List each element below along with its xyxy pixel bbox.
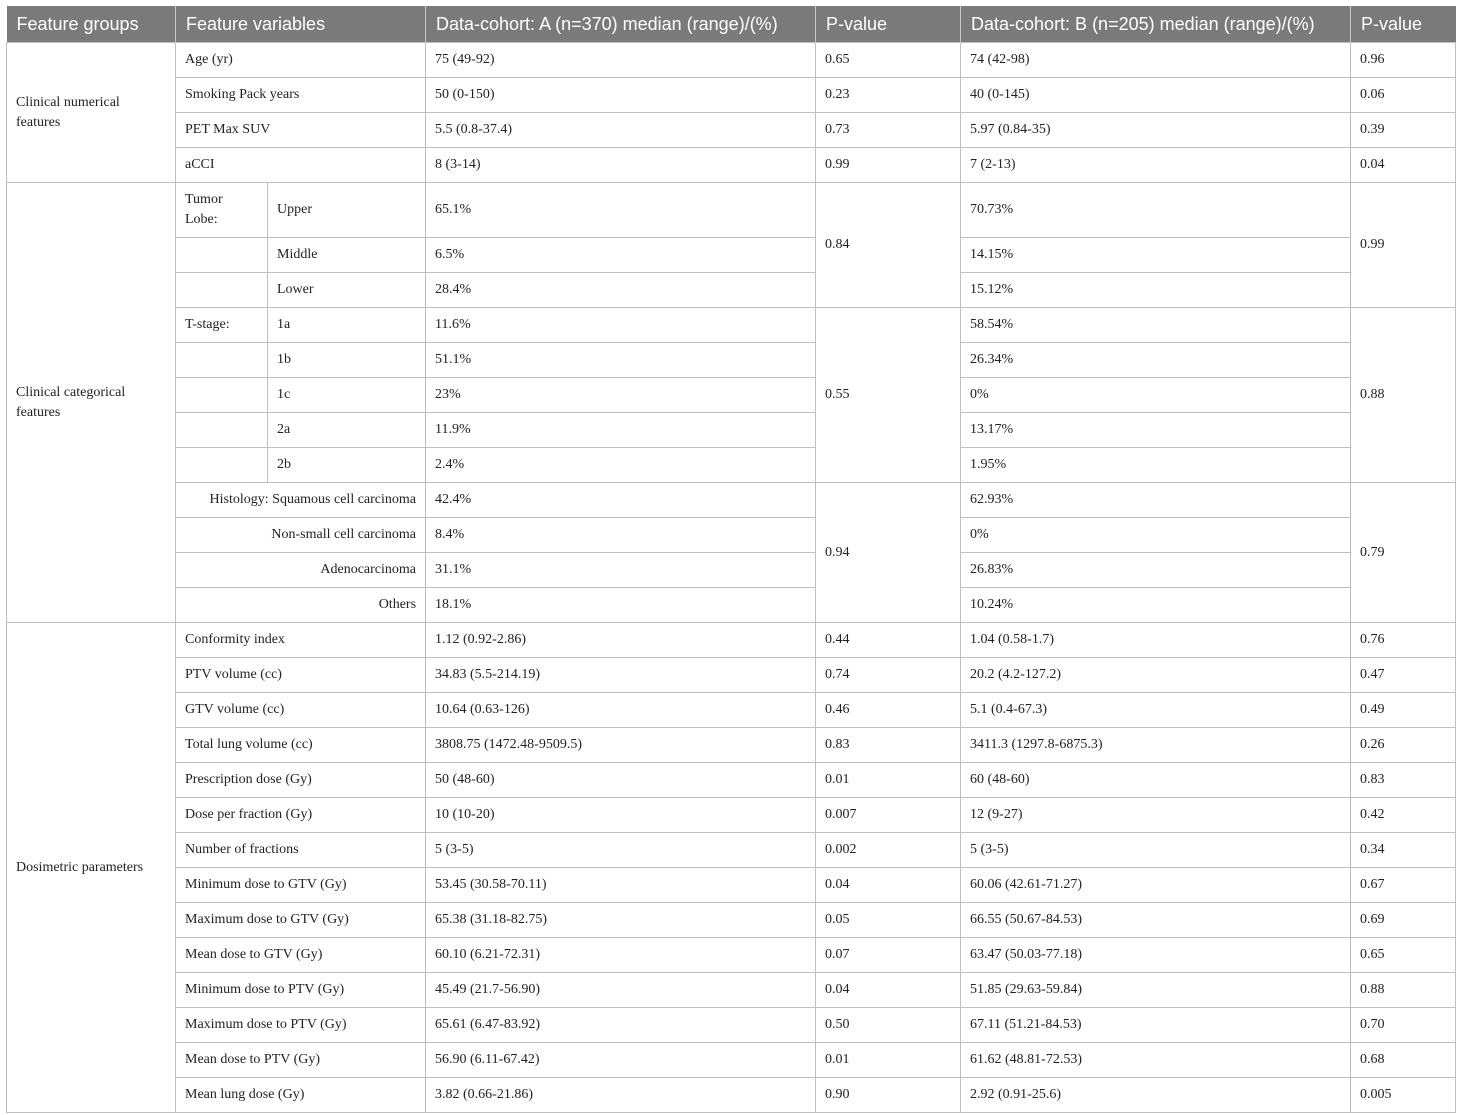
cohort-a-value: 53.45 (30.58-70.11) xyxy=(426,868,816,903)
cohort-a-value: 65.61 (6.47-83.92) xyxy=(426,1008,816,1043)
cohort-a-value: 56.90 (6.11-67.42) xyxy=(426,1043,816,1078)
p-value-a: 0.04 xyxy=(816,973,961,1008)
p-value-b: 0.68 xyxy=(1351,1043,1456,1078)
cohort-a-value: 3.82 (0.66-21.86) xyxy=(426,1078,816,1113)
sub-category: 2a xyxy=(268,413,426,448)
variable-name: PET Max SUV xyxy=(176,113,426,148)
variable-name: Mean dose to GTV (Gy) xyxy=(176,938,426,973)
histology-name: Others xyxy=(176,588,426,623)
variable-name: aCCI xyxy=(176,148,426,183)
group-label: Clinical numerical features xyxy=(7,43,176,183)
cohort-a-value: 31.1% xyxy=(426,553,816,588)
cohort-b-value: 5 (3-5) xyxy=(961,833,1351,868)
cohort-a-value: 8.4% xyxy=(426,518,816,553)
histology-name: Histology: Squamous cell carcinoma xyxy=(176,483,426,518)
cohort-a-value: 51.1% xyxy=(426,343,816,378)
table-row xyxy=(7,1008,1456,1043)
cohort-b-value: 10.24% xyxy=(961,588,1351,623)
cohort-b-value: 58.54% xyxy=(961,308,1351,343)
table-row xyxy=(7,903,1456,938)
p-value-b: 0.69 xyxy=(1351,903,1456,938)
p-value-b: 0.76 xyxy=(1351,623,1456,658)
p-value-a: 0.44 xyxy=(816,623,961,658)
cohort-b-value: 62.93% xyxy=(961,483,1351,518)
header-p-value-b: P-value xyxy=(1351,6,1456,43)
t-stage-label: T-stage: xyxy=(176,308,268,343)
cohort-b-value: 40 (0-145) xyxy=(961,78,1351,113)
sub-category: 2b xyxy=(268,448,426,483)
cohort-b-value: 15.12% xyxy=(961,273,1351,308)
table-row xyxy=(7,973,1456,1008)
variable-name: Minimum dose to PTV (Gy) xyxy=(176,973,426,1008)
variable-name: Mean lung dose (Gy) xyxy=(176,1078,426,1113)
cohort-b-value: 74 (42-98) xyxy=(961,43,1351,78)
variable-name: Total lung volume (cc) xyxy=(176,728,426,763)
cohort-a-value: 45.49 (21.7-56.90) xyxy=(426,973,816,1008)
cohort-a-value: 10 (10-20) xyxy=(426,798,816,833)
variable-name: Minimum dose to GTV (Gy) xyxy=(176,868,426,903)
p-value-a: 0.74 xyxy=(816,658,961,693)
cohort-b-value: 13.17% xyxy=(961,413,1351,448)
p-value-a: 0.01 xyxy=(816,763,961,798)
p-value-a: 0.65 xyxy=(816,43,961,78)
sub-category: Lower xyxy=(268,273,426,308)
p-value-b: 0.005 xyxy=(1351,1078,1456,1113)
table-row xyxy=(7,183,1456,238)
sub-category: 1b xyxy=(268,343,426,378)
cohort-b-value: 26.34% xyxy=(961,343,1351,378)
cohort-a-value: 10.64 (0.63-126) xyxy=(426,693,816,728)
cohort-b-value: 5.1 (0.4-67.3) xyxy=(961,693,1351,728)
p-value-b: 0.88 xyxy=(1351,308,1456,483)
p-value-a: 0.83 xyxy=(816,728,961,763)
variable-name: Smoking Pack years xyxy=(176,78,426,113)
table-row xyxy=(7,148,1456,183)
cohort-b-value: 3411.3 (1297.8-6875.3) xyxy=(961,728,1351,763)
cohort-a-value: 65.38 (31.18-82.75) xyxy=(426,903,816,938)
header-p-value-a: P-value xyxy=(816,6,961,43)
empty-cell xyxy=(176,448,268,483)
variable-name: Maximum dose to GTV (Gy) xyxy=(176,903,426,938)
empty-cell xyxy=(176,413,268,448)
cohort-a-value: 34.83 (5.5-214.19) xyxy=(426,658,816,693)
cohort-b-value: 26.83% xyxy=(961,553,1351,588)
empty-cell xyxy=(176,238,268,273)
cohort-b-value: 20.2 (4.2-127.2) xyxy=(961,658,1351,693)
p-value-a: 0.90 xyxy=(816,1078,961,1113)
empty-cell xyxy=(176,378,268,413)
p-value-a: 0.23 xyxy=(816,78,961,113)
cohort-a-value: 23% xyxy=(426,378,816,413)
empty-cell xyxy=(176,343,268,378)
p-value-a: 0.84 xyxy=(816,183,961,308)
table-row xyxy=(7,798,1456,833)
group-label: Dosimetric parameters xyxy=(7,623,176,1113)
table-row xyxy=(7,658,1456,693)
p-value-b: 0.42 xyxy=(1351,798,1456,833)
table-header-row xyxy=(7,6,1456,43)
cohort-b-value: 51.85 (29.63-59.84) xyxy=(961,973,1351,1008)
sub-category: 1c xyxy=(268,378,426,413)
cohort-a-value: 2.4% xyxy=(426,448,816,483)
variable-name: Mean dose to PTV (Gy) xyxy=(176,1043,426,1078)
cohort-b-value: 0% xyxy=(961,518,1351,553)
cohort-b-value: 67.11 (51.21-84.53) xyxy=(961,1008,1351,1043)
table-row xyxy=(7,273,1456,308)
cohort-a-value: 28.4% xyxy=(426,273,816,308)
table-row xyxy=(7,113,1456,148)
cohort-b-value: 14.15% xyxy=(961,238,1351,273)
variable-name: Age (yr) xyxy=(176,43,426,78)
cohort-a-value: 6.5% xyxy=(426,238,816,273)
sub-category: Middle xyxy=(268,238,426,273)
header-feature-variables: Feature variables xyxy=(176,6,426,43)
table-row xyxy=(7,833,1456,868)
table-row xyxy=(7,623,1456,658)
table-row xyxy=(7,588,1456,623)
header-cohort-b: Data-cohort: B (n=205) median (range)/(%) xyxy=(961,6,1351,43)
tumor-lobe-label: Tumor Lobe: xyxy=(176,183,268,238)
p-value-a: 0.07 xyxy=(816,938,961,973)
feature-comparison-table xyxy=(6,6,1456,1113)
cohort-a-value: 50 (0-150) xyxy=(426,78,816,113)
sub-category: Upper xyxy=(268,183,426,238)
histology-name: Adenocarcinoma xyxy=(176,553,426,588)
p-value-b: 0.70 xyxy=(1351,1008,1456,1043)
cohort-a-value: 5.5 (0.8-37.4) xyxy=(426,113,816,148)
p-value-b: 0.65 xyxy=(1351,938,1456,973)
p-value-a: 0.007 xyxy=(816,798,961,833)
cohort-b-value: 60 (48-60) xyxy=(961,763,1351,798)
cohort-b-value: 61.62 (48.81-72.53) xyxy=(961,1043,1351,1078)
cohort-b-value: 12 (9-27) xyxy=(961,798,1351,833)
table-row xyxy=(7,938,1456,973)
variable-name: Number of fractions xyxy=(176,833,426,868)
table-row xyxy=(7,343,1456,378)
p-value-b: 0.26 xyxy=(1351,728,1456,763)
p-value-b: 0.49 xyxy=(1351,693,1456,728)
variable-name: PTV volume (cc) xyxy=(176,658,426,693)
cohort-b-value: 63.47 (50.03-77.18) xyxy=(961,938,1351,973)
p-value-a: 0.04 xyxy=(816,868,961,903)
cohort-a-value: 1.12 (0.92-2.86) xyxy=(426,623,816,658)
cohort-a-value: 11.9% xyxy=(426,413,816,448)
cohort-a-value: 3808.75 (1472.48-9509.5) xyxy=(426,728,816,763)
table-row xyxy=(7,413,1456,448)
cohort-a-value: 11.6% xyxy=(426,308,816,343)
p-value-a: 0.55 xyxy=(816,308,961,483)
table-row xyxy=(7,238,1456,273)
variable-name: Conformity index xyxy=(176,623,426,658)
p-value-b: 0.99 xyxy=(1351,183,1456,308)
cohort-b-value: 5.97 (0.84-35) xyxy=(961,113,1351,148)
cohort-b-value: 1.04 (0.58-1.7) xyxy=(961,623,1351,658)
cohort-b-value: 0% xyxy=(961,378,1351,413)
p-value-b: 0.96 xyxy=(1351,43,1456,78)
table-row xyxy=(7,1043,1456,1078)
p-value-b: 0.34 xyxy=(1351,833,1456,868)
table-row xyxy=(7,308,1456,343)
p-value-a: 0.05 xyxy=(816,903,961,938)
table-row xyxy=(7,78,1456,113)
p-value-b: 0.06 xyxy=(1351,78,1456,113)
table-row xyxy=(7,553,1456,588)
cohort-a-value: 18.1% xyxy=(426,588,816,623)
cohort-b-value: 66.55 (50.67-84.53) xyxy=(961,903,1351,938)
cohort-a-value: 50 (48-60) xyxy=(426,763,816,798)
table-row xyxy=(7,728,1456,763)
p-value-a: 0.46 xyxy=(816,693,961,728)
cohort-a-value: 65.1% xyxy=(426,183,816,238)
table-row xyxy=(7,693,1456,728)
header-cohort-a: Data-cohort: A (n=370) median (range)/(%) xyxy=(426,6,816,43)
table-row xyxy=(7,1078,1456,1113)
table-row xyxy=(7,448,1456,483)
cohort-b-value: 70.73% xyxy=(961,183,1351,238)
variable-name: Maximum dose to PTV (Gy) xyxy=(176,1008,426,1043)
table-row xyxy=(7,483,1456,518)
group-label: Clinical categorical features xyxy=(7,183,176,623)
variable-name: Prescription dose (Gy) xyxy=(176,763,426,798)
table-row xyxy=(7,43,1456,78)
variable-name: Dose per fraction (Gy) xyxy=(176,798,426,833)
table-row xyxy=(7,378,1456,413)
p-value-b: 0.04 xyxy=(1351,148,1456,183)
cohort-a-value: 8 (3-14) xyxy=(426,148,816,183)
p-value-b: 0.79 xyxy=(1351,483,1456,623)
variable-name: GTV volume (cc) xyxy=(176,693,426,728)
table-row xyxy=(7,763,1456,798)
p-value-a: 0.99 xyxy=(816,148,961,183)
p-value-b: 0.67 xyxy=(1351,868,1456,903)
p-value-a: 0.94 xyxy=(816,483,961,623)
sub-category: 1a xyxy=(268,308,426,343)
cohort-a-value: 60.10 (6.21-72.31) xyxy=(426,938,816,973)
p-value-a: 0.01 xyxy=(816,1043,961,1078)
table-row xyxy=(7,518,1456,553)
p-value-a: 0.73 xyxy=(816,113,961,148)
p-value-a: 0.002 xyxy=(816,833,961,868)
cohort-a-value: 42.4% xyxy=(426,483,816,518)
p-value-b: 0.39 xyxy=(1351,113,1456,148)
cohort-a-value: 5 (3-5) xyxy=(426,833,816,868)
table-row xyxy=(7,868,1456,903)
p-value-b: 0.83 xyxy=(1351,763,1456,798)
p-value-b: 0.47 xyxy=(1351,658,1456,693)
histology-name: Non-small cell carcinoma xyxy=(176,518,426,553)
cohort-b-value: 60.06 (42.61-71.27) xyxy=(961,868,1351,903)
p-value-a: 0.50 xyxy=(816,1008,961,1043)
cohort-b-value: 7 (2-13) xyxy=(961,148,1351,183)
header-feature-groups: Feature groups xyxy=(7,6,176,43)
cohort-a-value: 75 (49-92) xyxy=(426,43,816,78)
p-value-b: 0.88 xyxy=(1351,973,1456,1008)
cohort-b-value: 1.95% xyxy=(961,448,1351,483)
empty-cell xyxy=(176,273,268,308)
cohort-b-value: 2.92 (0.91-25.6) xyxy=(961,1078,1351,1113)
data-table-wrapper xyxy=(6,6,1455,1113)
